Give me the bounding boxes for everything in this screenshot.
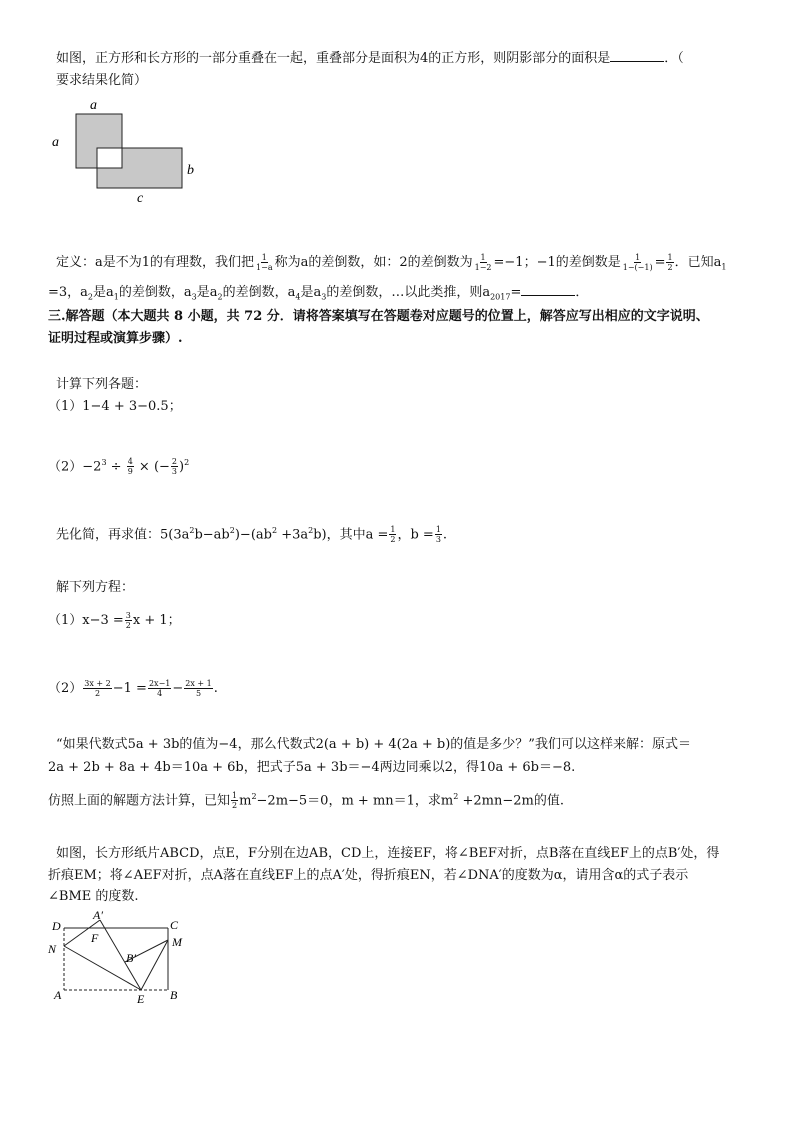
label-a-left: a [52, 135, 59, 150]
question-calculation [48, 374, 763, 418]
square-rectangle-figure [46, 94, 206, 206]
question-text-line2: 要求结果化简） [56, 73, 148, 88]
section-heading: 三.解答题（本大题共 8 小题，共 72 分．请将答案填写在答题卷对应题号的位置上，解答应写出相应的文字说明、 证明过程或演算步骤）. [48, 309, 709, 346]
fraction: $\frac{4}{9}$ [127, 457, 133, 477]
fraction: $\frac{1}{2}$ [667, 253, 673, 272]
folded-rectangle-figure [46, 910, 196, 1005]
question-folding-line3: ∠BME 的度数. [48, 889, 139, 904]
label-b: b [187, 163, 194, 178]
fraction: $\frac{1}{1-2}$ [474, 253, 492, 272]
fraction: $\frac{3}{2}$ [125, 611, 131, 630]
question-reciprocal-difference: 定义：a是不为1的有理数，我们把 $\frac{1}{1-a}$ 称为a的差倒数，如：2的差倒数为 $\frac{1}{1-2}$ =−1；−1的差倒数是 $\frac{1}{1-(-1)}$ = $\frac{1}{2}$ ．已知$a_1$ [56, 253, 727, 272]
question-equation-item-1: （1）x−3 = $\frac{3}{2}$ x + 1； [48, 611, 181, 630]
answer-blank[interactable] [521, 283, 575, 296]
question-analog: “如果代数式5a + 3b的值为−4，那么代数式2(a + b) + 4(2a + b)的值是多少？”我们可以这样来解：原式＝ [56, 737, 691, 752]
label-B-prime: B′ [126, 951, 136, 965]
label-N: N [48, 942, 57, 956]
question-title: 计算下列各题： [56, 377, 148, 392]
fraction: $\frac{1}{2}$ [390, 525, 396, 545]
question-analog-line2: 2a + 2b + 8a + 4b＝10a + 6b，把式子5a + 3b＝−4两边同乘以2，得10a + 6b＝−8. [48, 760, 576, 775]
question-analog-line3: 仿照上面的解题方法计算，已知 $\frac{1}{2}$ $m^2-2m-5=0$，m + mn＝1，求$m^2 +2mn-2m$的值. [48, 791, 564, 811]
label-c: c [137, 191, 144, 206]
label-E: E [137, 992, 145, 1005]
question-square-overlap: 如图，正方形和长方形的一部分重叠在一起，重叠部分是面积为4的正方形，则阴影部分的面积是 ．（ 要求结果化简） [56, 51, 684, 88]
label-A: A [54, 988, 62, 1002]
fraction: $\frac{1}{1-(-1)}$ [622, 253, 653, 272]
question-folding: 如图，长方形纸片ABCD，点E，F分别在边AB，CD上，连接EF，将∠BEF对折，点B落在直线EF上的点B′处，得 [56, 846, 720, 861]
label-B: B [170, 988, 178, 1002]
question-equation-title: 解下列方程： [56, 580, 135, 595]
overlap-square [97, 148, 122, 168]
fraction: $\frac{1}{3}$ [435, 525, 441, 545]
label-F: F [91, 931, 99, 945]
label-a-top: a [90, 98, 97, 113]
question-folding-line2: 折痕EM；将∠AEF对折，点A落在直线EF上的点A′处，得折痕EN，若∠DNA′的度数为α，请用含α的式子表示 [48, 868, 689, 883]
question-reciprocal-difference-line2: =3，$a_2$是$a_1$的差倒数，$a_3$是$a_2$的差倒数，$a_4$是$a_3$的差倒数，…以此类推，则$a_{2017}=$ ． [48, 285, 589, 302]
fraction: $\frac{2x-1}{4}$ [148, 679, 171, 698]
question-equation-item-2: （2） $\frac{3x + 2}{2}$ −1 = $\frac{2x-1}{4}$ − $\frac{2x + 1}{5}$ . [48, 679, 218, 698]
label-C: C [170, 918, 179, 932]
fraction: $\frac{1}{1-a}$ [256, 253, 273, 272]
label-M: M [172, 935, 182, 949]
question-text: 如图，正方形和长方形的一部分重叠在一起，重叠部分是面积为4的正方形，则阴影部分的面积是 [56, 51, 611, 66]
fraction: $\frac{1}{2}$ [232, 791, 238, 811]
label-A-prime: A′ [93, 910, 103, 922]
fraction: $\frac{2x + 1}{5}$ [185, 679, 212, 698]
fraction: $\frac{3x + 2}{2}$ [84, 679, 111, 698]
item-1: （1）1−4 + 3−0.5； [48, 399, 182, 414]
answer-blank[interactable] [610, 49, 664, 62]
fraction: $\frac{2}{3}$ [171, 457, 178, 477]
question-simplify: 先化简，再求值：$5(3a^2b-ab^2)-(ab^2 +3a^2b)$，其中a = $\frac{1}{2}$ ，b = $\frac{1}{3}$ . [56, 525, 448, 545]
question-calculation-item-2: $(2)-2^3$ ÷ $\frac{4}{9}$ × (− $\frac{2}{3}$ )$^2$ [48, 457, 190, 477]
label-D: D [52, 919, 61, 933]
